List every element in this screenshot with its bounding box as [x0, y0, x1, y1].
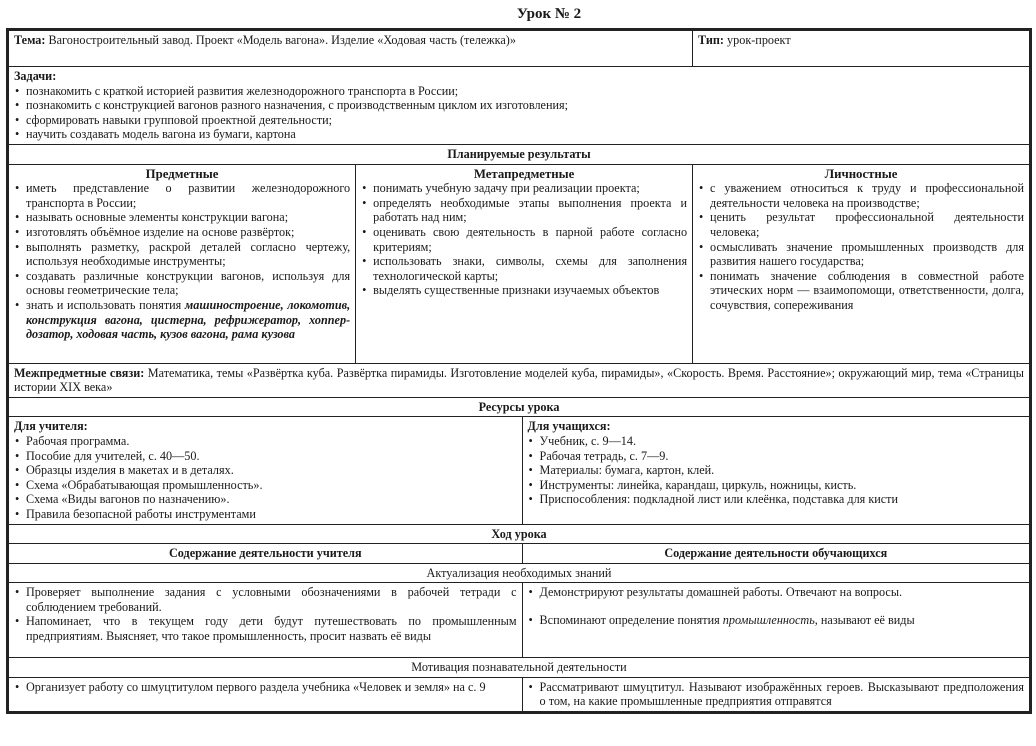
- lesson-table: [6, 28, 1032, 714]
- teacher-resources-cell: [9, 417, 523, 524]
- interdisciplinary-row: [9, 363, 1030, 397]
- students-activity-heading: Содержание деятельности обучающихся: [522, 544, 1029, 564]
- lesson-title: Урок № 2: [516, 6, 582, 22]
- list-item: • Организует работу со шмуцтитулом первого раздела учебника «Человек и земля» на с. 9: [14, 680, 517, 695]
- resources-header: Ресурсы урока: [9, 397, 1030, 417]
- list-item: • Материалы: бумага, картон, клей.: [528, 463, 1024, 478]
- stage-title: Актуализация необходимых знаний: [9, 563, 1030, 583]
- list-item: • Инструменты: линейка, карандаш, циркуль, ножницы, кисть.: [528, 478, 1024, 493]
- lesson-flow-columns-row: [9, 544, 1030, 564]
- theme-row: [9, 31, 1030, 67]
- resources-row: [9, 417, 1030, 524]
- list-item: • Схема «Виды вагонов по назначению».: [14, 492, 517, 507]
- stage-title: Мотивация познавательной деятельности: [9, 658, 1030, 678]
- list-item: • познакомить с конструкцией вагонов разного назначения, с производственным циклом их изготовления;: [14, 98, 1024, 113]
- list-item: • Приспособления: подкладной лист или клеёнка, подставка для кисти: [528, 492, 1024, 507]
- terms-lead: знать и использовать понятия: [26, 297, 185, 312]
- meta-results-cell: [356, 164, 693, 363]
- list-item: • оценивать свою деятельность в парной работе согласно критериям;: [361, 225, 687, 254]
- interdisciplinary-label: Межпредметные связи:: [14, 365, 145, 380]
- teacher-activity-list: [14, 680, 517, 695]
- teacher-activity-cell: [9, 677, 523, 711]
- list-item: • Рассматривают шмуцтитул. Называют изображённых героев. Высказывают предположения о том, на какие промышленные предприятия отправятся: [528, 680, 1024, 709]
- list-item: • выделять существенные признаки изучаемых объектов: [361, 283, 687, 298]
- subject-results-cell: [9, 164, 356, 363]
- list-item: • создавать различные конструкции вагонов, используя для основы геометрические тела;: [14, 269, 350, 298]
- list-item: • Учебник, с. 9—14.: [528, 434, 1024, 449]
- list-item: • научить создавать модель вагона из бумаги, картона: [14, 127, 1024, 142]
- list-item: • сформировать навыки групповой проектной деятельности;: [14, 113, 1024, 128]
- lesson-grid: [8, 30, 1030, 712]
- lesson-flow-header: Ход урока: [9, 524, 1030, 544]
- list-item: • Правила безопасной работы инструментами: [14, 507, 517, 522]
- list-item: • Проверяет выполнение задания с условными обозначениями в рабочей тетради с соблюдением требований.: [14, 585, 517, 614]
- planned-results-header: Планируемые результаты: [9, 144, 1030, 164]
- term-italic: промышленность: [722, 612, 815, 627]
- list-item: • ценить результат профессиональной деятельности человека;: [698, 210, 1024, 239]
- list-item: • использовать знаки, символы, схемы для заполнения технологической карты;: [361, 254, 687, 283]
- teacher-activity-list: [14, 585, 517, 643]
- students-resources-cell: [522, 417, 1029, 524]
- interdisciplinary-text: Математика, темы «Развёртка куба. Развёртка пирамиды. Изготовление моделей куба, пирамиды», «Скорость. Время. Расстояние»; окружающий мир, тема «Страницы истории XIX века»: [14, 365, 1024, 395]
- stage-title-row: [9, 563, 1030, 583]
- list-item: • изготовлять объёмное изделие на основе развёрток;: [14, 225, 350, 240]
- interdisciplinary-cell: [9, 363, 1030, 397]
- teacher-activity-cell: [9, 583, 523, 658]
- stage-content-row: [9, 677, 1030, 711]
- list-item: • познакомить с краткой историей развития железнодорожного транспорта в России;: [14, 84, 1024, 99]
- tasks-cell: [9, 67, 1030, 145]
- stage-content-row: [9, 583, 1030, 658]
- list-item: • Пособие для учителей, с. 40—50.: [14, 449, 517, 464]
- personal-results-cell: [693, 164, 1030, 363]
- meta-results-list: [361, 181, 687, 298]
- theme-text: Вагоностроительный завод. Проект «Модель вагона». Изделие «Ходовая часть (тележка)»: [48, 33, 516, 47]
- list-item: • Образцы изделия в макетах и в деталях.: [14, 463, 517, 478]
- planned-results-header-row: [9, 144, 1030, 164]
- type-cell: [693, 31, 1030, 67]
- list-item: • называть основные элементы конструкции вагона;: [14, 210, 350, 225]
- subject-results-title: Предметные: [145, 166, 219, 181]
- list-item: • Рабочая программа.: [14, 434, 517, 449]
- meta-results-title: Метапредметные: [473, 166, 575, 181]
- list-item: [528, 613, 1024, 628]
- students-activity-cell: [522, 677, 1029, 711]
- type-label: Тип:: [698, 33, 724, 47]
- tasks-label: Задачи:: [14, 69, 57, 83]
- terms-italic: машиностроение, локомотив, конструкция вагона, цистерна, рефрижератор, хоппер-дозатор, ходовая часть, кузов вагона, рама кузова: [26, 297, 351, 342]
- list-item: • понимать учебную задачу при реализации проекта;: [361, 181, 687, 196]
- list-item: • Рабочая тетрадь, с. 7—9.: [528, 449, 1024, 464]
- definition-tail: , называют её виды: [814, 612, 915, 627]
- personal-results-title: Личностные: [824, 166, 898, 181]
- students-activity-list: [528, 680, 1024, 709]
- students-resources-label: Для учащихся:: [527, 419, 611, 434]
- lesson-flow-header-row: [9, 524, 1030, 544]
- teacher-resources-label: Для учителя:: [14, 419, 88, 434]
- list-item: • Схема «Обрабатывающая промышленность».: [14, 478, 517, 493]
- list-item: • с уважением относиться к труду и профессиональной деятельности человека на производстве;: [698, 181, 1024, 210]
- list-item: • определять необходимые этапы выполнения проекта и работать над ним;: [361, 196, 687, 225]
- list-item: • Демонстрируют результаты домашней работы. Отвечают на вопросы.: [528, 585, 1024, 600]
- subject-results-list: [14, 181, 350, 342]
- students-resources-list: [528, 434, 1024, 507]
- list-item: • осмысливать значение промышленных производств для развития нашего государства;: [698, 240, 1024, 269]
- tasks-row: [9, 67, 1030, 145]
- list-item: • выполнять разметку, раскрой деталей согласно чертежу, используя необходимые инструменты;: [14, 240, 350, 269]
- resources-header-row: [9, 397, 1030, 417]
- list-item: • Напоминает, что в текущем году дети будут путешествовать по промышленным предприятиям. Выясняет, что такое промышленность, просит назвать её виды: [14, 614, 517, 643]
- list-item: • понимать значение соблюдения в совместной работе этических норм — взаимопомощи, ответственности, долга, сочувствия, сопереживания: [698, 269, 1024, 313]
- list-item: [14, 298, 350, 342]
- teacher-resources-list: [14, 434, 517, 522]
- teacher-activity-heading: Содержание деятельности учителя: [9, 544, 523, 564]
- personal-results-list: [698, 181, 1024, 312]
- type-text: урок-проект: [727, 33, 791, 47]
- students-activity-list: [528, 585, 1024, 627]
- tasks-list: [14, 84, 1024, 142]
- planned-results-row: [9, 164, 1030, 363]
- definition-lead: Вспоминают определение понятия: [539, 612, 723, 627]
- theme-label: Тема:: [14, 33, 46, 47]
- students-activity-cell: [522, 583, 1029, 658]
- stage-title-row: [9, 658, 1030, 678]
- theme-cell: [9, 31, 693, 67]
- list-item: • иметь представление о развитии железнодорожного транспорта в России;: [14, 181, 350, 210]
